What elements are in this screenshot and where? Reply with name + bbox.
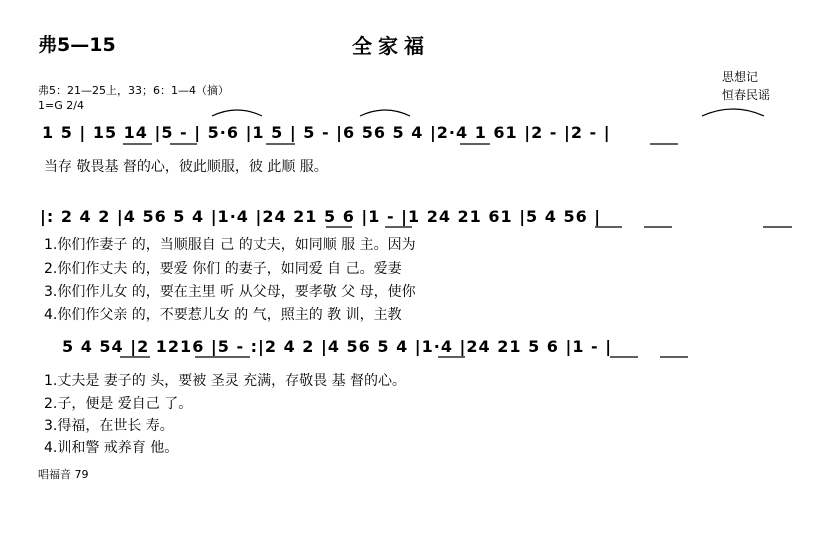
section-number: 弗5—15 — [38, 34, 116, 56]
scripture-reference: 弗5：21—25上，33；6：1—4（摘） — [38, 84, 229, 97]
song-title: 全家福 — [352, 34, 430, 58]
footer-source: 唱福音 79 — [38, 468, 89, 481]
verse-line: 2.你们作丈夫 的，要爱 你们 的妻子，如同爱 自 己。爱妻 — [44, 261, 402, 277]
lyricist-credit: 思想记 — [722, 70, 759, 84]
lyric-line-1: 当存 敬畏基 督的心，彼此顺服，彼 此顺 服。 — [44, 159, 328, 175]
verse-line: 2.子，便是 爱自己 了。 — [44, 396, 193, 412]
verse-line: 1.丈夫是 妻子的 头，要被 圣灵 充满，存敬畏 基 督的心。 — [44, 373, 407, 389]
verse-line: 3.得福，在世长 寿。 — [44, 418, 174, 434]
verse-line: 4.训和警 戒养育 他。 — [44, 440, 179, 456]
composer-credit: 恒春民谣 — [722, 88, 771, 102]
verse-line: 4.你们作父亲 的，不要惹儿女 的 气，照主的 教 训，主教 — [44, 307, 402, 323]
key-time-signature: 1=G 2/4 — [38, 99, 84, 112]
verse-line: 1.你们作妻子 的，当顺服自 己 的丈夫，如同顺 服 主。因为 — [44, 237, 416, 253]
melody-line-2: |: 2 4 2 |4 56 5 4 |1·4 |24 21 5 6 |1 - |1 24 21 61 |5 4 56 | — [40, 207, 602, 226]
verse-line: 3.你们作儿女 的，要在主里 听 从父母，要孝敬 父 母，使你 — [44, 284, 416, 300]
melody-line-1: 1 5 | 15 14 |5 - | 5·6 |1 5 | 5 - |6 56 5 4 |2·4 1 61 |2 - |2 - | — [42, 123, 611, 142]
melody-line-3: 5 4 54 |2 1216 |5 - :|2 4 2 |4 56 5 4 |1·4 |24 21 5 6 |1 - | — [62, 337, 613, 356]
